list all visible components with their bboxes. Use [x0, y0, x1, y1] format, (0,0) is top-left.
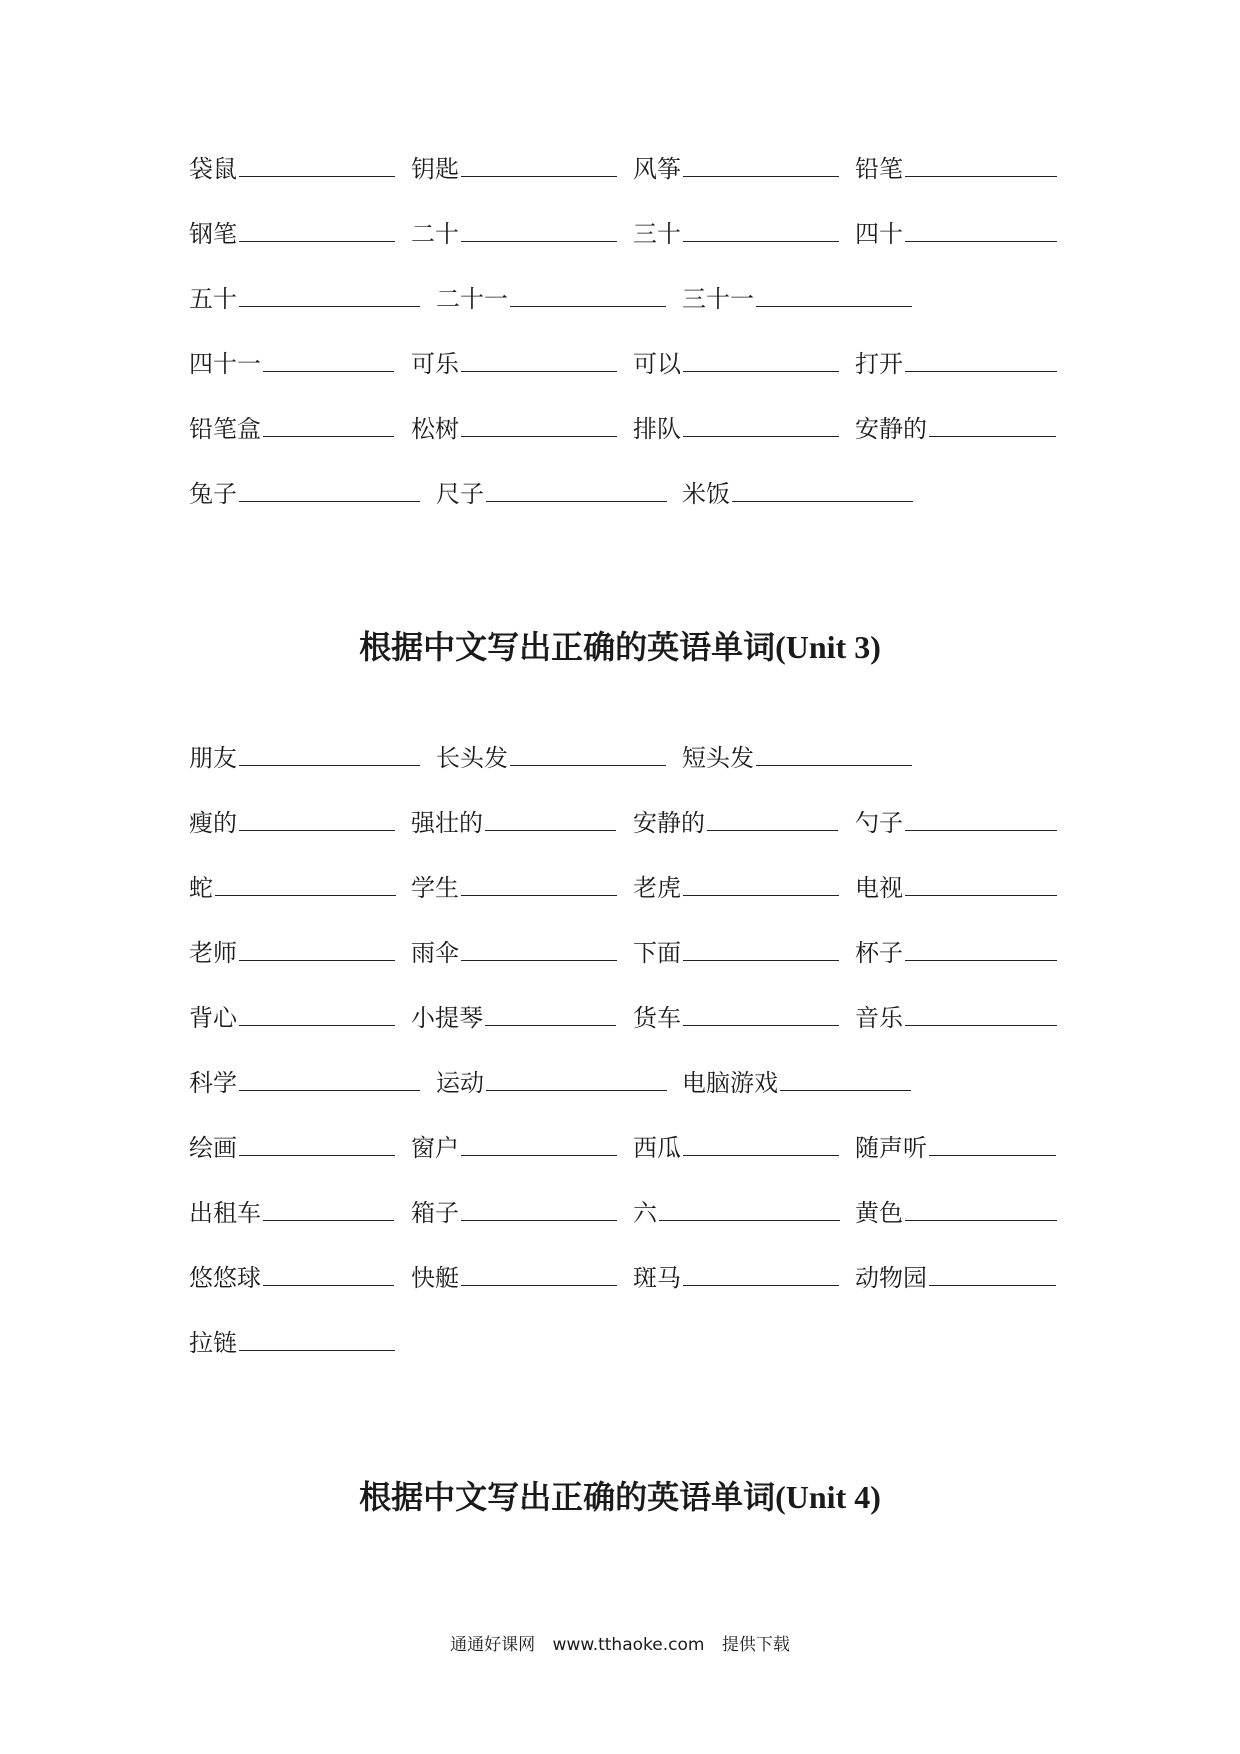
answer-blank[interactable]	[683, 1127, 839, 1156]
vocab-item	[189, 343, 394, 383]
chinese-word: 三十一	[682, 285, 754, 313]
vocab-row	[189, 148, 1061, 188]
vocab-item	[855, 1192, 1057, 1232]
chinese-word: 松树	[411, 415, 459, 443]
vocab-item	[411, 867, 617, 907]
answer-blank[interactable]	[461, 1192, 617, 1221]
answer-blank[interactable]	[683, 148, 839, 177]
answer-blank[interactable]	[683, 932, 839, 961]
vocab-row	[189, 1192, 1061, 1232]
chinese-word: 长头发	[436, 744, 508, 772]
vocab-item	[189, 932, 395, 972]
answer-blank[interactable]	[756, 278, 912, 307]
vocab-item	[411, 1257, 617, 1297]
chinese-word: 三十	[633, 220, 681, 248]
vocab-item	[436, 1062, 667, 1102]
vocab-row	[189, 997, 1061, 1037]
footer-site-name: 通通好课网	[450, 1635, 536, 1655]
answer-blank[interactable]	[461, 1257, 617, 1286]
answer-blank[interactable]	[239, 1062, 420, 1091]
answer-blank[interactable]	[905, 867, 1057, 896]
vocab-row	[189, 278, 1061, 318]
unit3-heading: 根据中文写出正确的英语单词(Unit 3)	[359, 629, 881, 665]
chinese-word: 蛇	[189, 874, 213, 902]
chinese-word: 铅笔	[855, 155, 903, 183]
chinese-word: 拉链	[189, 1329, 237, 1357]
answer-blank[interactable]	[683, 408, 839, 437]
answer-blank[interactable]	[239, 213, 395, 242]
answer-blank[interactable]	[905, 213, 1057, 242]
vocab-row	[189, 213, 1061, 253]
footer	[0, 1630, 1240, 1655]
chinese-word: 米饭	[682, 480, 730, 508]
vocab-item	[633, 148, 839, 188]
chinese-word: 悠悠球	[189, 1264, 261, 1292]
vocab-item	[189, 997, 395, 1037]
answer-blank[interactable]	[659, 1192, 840, 1221]
chinese-word: 安静的	[633, 809, 705, 837]
chinese-word: 电视	[855, 874, 903, 902]
chinese-word: 四十一	[189, 350, 261, 378]
chinese-word: 二十	[411, 220, 459, 248]
answer-blank[interactable]	[929, 1257, 1056, 1286]
vocab-item	[411, 148, 617, 188]
vocab-item	[682, 737, 912, 777]
answer-blank[interactable]	[461, 867, 617, 896]
chinese-word: 可以	[633, 350, 681, 378]
answer-blank[interactable]	[263, 1192, 394, 1221]
answer-blank[interactable]	[461, 408, 617, 437]
chinese-word: 勺子	[855, 809, 903, 837]
vocab-item	[855, 867, 1057, 907]
answer-blank[interactable]	[239, 473, 420, 502]
answer-blank[interactable]	[683, 867, 839, 896]
vocab-item	[436, 278, 666, 318]
chinese-word: 随声听	[855, 1134, 927, 1162]
vocab-item	[436, 473, 667, 513]
answer-blank[interactable]	[905, 1192, 1057, 1221]
answer-blank[interactable]	[905, 148, 1057, 177]
chinese-word: 小提琴	[411, 1004, 483, 1032]
chinese-word: 老师	[189, 939, 237, 967]
vocab-item	[436, 737, 666, 777]
answer-blank[interactable]	[683, 997, 839, 1026]
chinese-word: 雨伞	[411, 939, 459, 967]
chinese-word: 短头发	[682, 744, 754, 772]
answer-blank[interactable]	[239, 1322, 395, 1351]
chinese-word: 黄色	[855, 1199, 903, 1227]
answer-blank[interactable]	[239, 148, 395, 177]
answer-blank[interactable]	[239, 932, 395, 961]
vocab-row	[189, 473, 1061, 513]
chinese-word: 斑马	[633, 1264, 681, 1292]
chinese-word: 可乐	[411, 350, 459, 378]
vocab-item	[411, 1127, 617, 1167]
vocab-row	[189, 1127, 1061, 1167]
answer-blank[interactable]	[510, 737, 666, 766]
chinese-word: 安静的	[855, 415, 927, 443]
vocab-item	[411, 802, 616, 842]
vocab-item	[189, 213, 395, 253]
footer-note: 提供下载	[721, 1635, 790, 1655]
vocab-item	[855, 997, 1057, 1037]
chinese-word: 二十一	[436, 285, 508, 313]
answer-blank[interactable]	[486, 1062, 667, 1091]
chinese-word: 四十	[855, 220, 903, 248]
answer-blank[interactable]	[905, 997, 1057, 1026]
vocab-item	[411, 343, 617, 383]
answer-blank[interactable]	[461, 213, 617, 242]
vocab-row	[189, 802, 1061, 842]
vocab-item	[855, 343, 1057, 383]
vocab-item	[682, 278, 912, 318]
chinese-word: 音乐	[855, 1004, 903, 1032]
vocab-item	[855, 802, 1057, 842]
answer-blank[interactable]	[756, 737, 912, 766]
vocab-row	[189, 932, 1061, 972]
answer-blank[interactable]	[929, 1127, 1056, 1156]
answer-blank[interactable]	[905, 343, 1057, 372]
chinese-word: 风筝	[633, 155, 681, 183]
chinese-word: 出租车	[189, 1199, 261, 1227]
vocab-item	[189, 802, 395, 842]
chinese-word: 窗户	[411, 1134, 459, 1162]
vocab-item	[633, 408, 839, 448]
chinese-word: 瘦的	[189, 809, 237, 837]
answer-blank[interactable]	[461, 148, 617, 177]
vocab-item	[855, 408, 1056, 448]
chinese-word: 学生	[411, 874, 459, 902]
answer-blank[interactable]	[461, 343, 617, 372]
answer-blank[interactable]	[239, 1127, 395, 1156]
chinese-word: 排队	[633, 415, 681, 443]
vocab-item	[633, 213, 839, 253]
vocab-item	[855, 1127, 1056, 1167]
chinese-word: 西瓜	[633, 1134, 681, 1162]
vocab-row	[189, 408, 1061, 448]
answer-blank[interactable]	[780, 1062, 911, 1091]
chinese-word: 背心	[189, 1004, 237, 1032]
vocab-row	[189, 1322, 1061, 1362]
vocab-item	[411, 408, 617, 448]
vocab-item	[855, 1257, 1056, 1297]
vocab-item	[855, 213, 1057, 253]
vocab-item	[633, 1127, 839, 1167]
vocab-item	[411, 997, 616, 1037]
chinese-word: 运动	[436, 1069, 484, 1097]
answer-blank[interactable]	[485, 802, 616, 831]
answer-blank[interactable]	[707, 802, 838, 831]
chinese-word: 箱子	[411, 1199, 459, 1227]
answer-blank[interactable]	[486, 473, 667, 502]
vocab-item	[189, 737, 420, 777]
chinese-word: 尺子	[436, 480, 484, 508]
answer-blank[interactable]	[929, 408, 1056, 437]
answer-blank[interactable]	[683, 343, 839, 372]
vocab-item	[189, 1192, 394, 1232]
answer-blank[interactable]	[239, 997, 395, 1026]
vocab-item	[189, 1127, 395, 1167]
chinese-word: 兔子	[189, 480, 237, 508]
vocab-item	[633, 343, 839, 383]
chinese-word: 杯子	[855, 939, 903, 967]
chinese-word: 打开	[855, 350, 903, 378]
answer-blank[interactable]	[239, 802, 395, 831]
chinese-word: 铅笔盒	[189, 415, 261, 443]
chinese-word: 科学	[189, 1069, 237, 1097]
chinese-word: 钥匙	[411, 155, 459, 183]
answer-blank[interactable]	[905, 932, 1057, 961]
vocab-item	[633, 802, 838, 842]
vocab-item	[411, 213, 617, 253]
vocab-item	[189, 473, 420, 513]
answer-blank[interactable]	[263, 343, 394, 372]
vocab-row	[189, 867, 1061, 907]
chinese-word: 钢笔	[189, 220, 237, 248]
answer-blank[interactable]	[461, 932, 617, 961]
chinese-word: 快艇	[411, 1264, 459, 1292]
vocab-item	[633, 867, 839, 907]
chinese-word: 五十	[189, 285, 237, 313]
vocab-item	[633, 932, 839, 972]
vocab-item	[411, 1192, 617, 1232]
answer-blank[interactable]	[263, 1257, 394, 1286]
vocab-item	[633, 997, 839, 1037]
chinese-word: 动物园	[855, 1264, 927, 1292]
answer-blank[interactable]	[239, 737, 420, 766]
answer-blank[interactable]	[215, 867, 396, 896]
vocab-item	[189, 148, 395, 188]
vocab-item	[682, 1062, 911, 1102]
vocab-item	[855, 148, 1057, 188]
answer-blank[interactable]	[239, 278, 420, 307]
chinese-word: 电脑游戏	[682, 1069, 778, 1097]
answer-blank[interactable]	[510, 278, 666, 307]
answer-blank[interactable]	[732, 473, 913, 502]
chinese-word: 货车	[633, 1004, 681, 1032]
footer-url: www.tthaoke.com	[552, 1635, 705, 1655]
answer-blank[interactable]	[263, 408, 394, 437]
chinese-word: 强壮的	[411, 809, 483, 837]
answer-blank[interactable]	[683, 213, 839, 242]
chinese-word: 六	[633, 1199, 657, 1227]
chinese-word: 朋友	[189, 744, 237, 772]
vocab-item	[411, 932, 617, 972]
vocab-item	[633, 1257, 839, 1297]
vocab-item	[189, 1322, 395, 1362]
vocab-item	[189, 867, 396, 907]
chinese-word: 老虎	[633, 874, 681, 902]
vocab-item	[682, 473, 913, 513]
vocab-row	[189, 1257, 1061, 1297]
answer-blank[interactable]	[485, 997, 616, 1026]
answer-blank[interactable]	[905, 802, 1057, 831]
vocab-item	[189, 278, 420, 318]
vocab-item	[189, 1257, 394, 1297]
chinese-word: 下面	[633, 939, 681, 967]
vocab-row	[189, 343, 1061, 383]
vocab-item	[855, 932, 1057, 972]
answer-blank[interactable]	[683, 1257, 839, 1286]
vocab-item	[633, 1192, 840, 1232]
vocab-row	[189, 737, 1061, 777]
vocab-row	[189, 1062, 1061, 1102]
chinese-word: 袋鼠	[189, 155, 237, 183]
chinese-word: 绘画	[189, 1134, 237, 1162]
vocab-item	[189, 408, 394, 448]
answer-blank[interactable]	[461, 1127, 617, 1156]
unit4-heading: 根据中文写出正确的英语单词(Unit 4)	[359, 1479, 881, 1515]
vocab-item	[189, 1062, 420, 1102]
